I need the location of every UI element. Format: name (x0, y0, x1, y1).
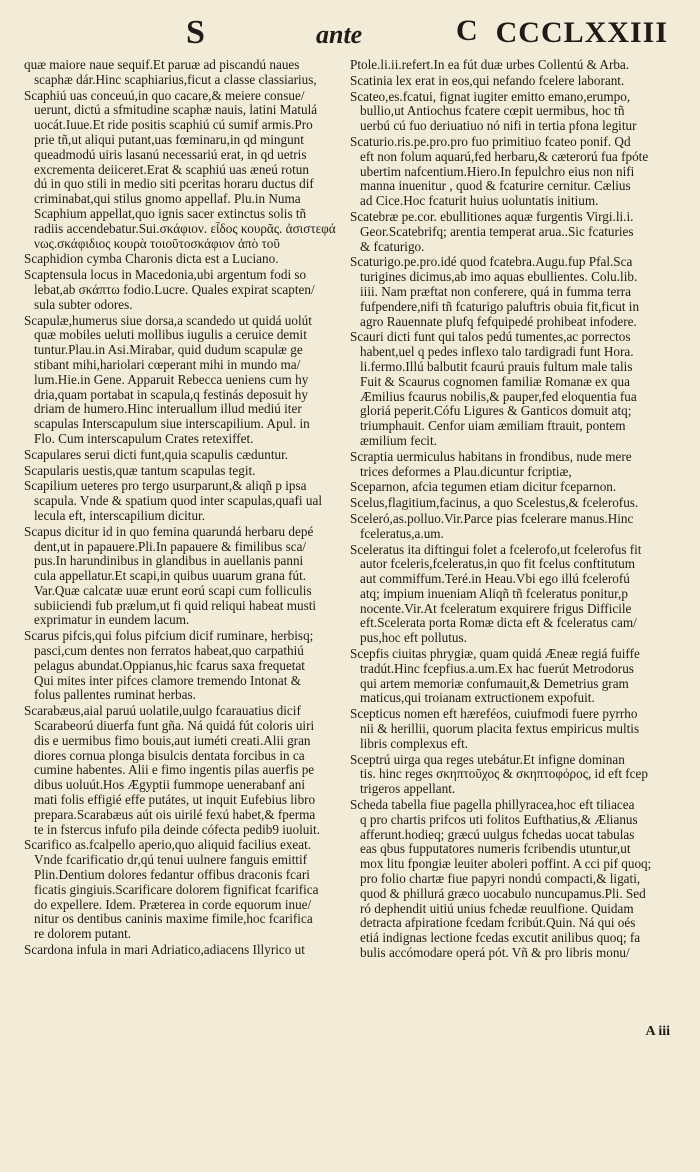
entry-line: pro folio chartæ fiue papyri nondú compacti,& ligati, (360, 872, 641, 887)
entry-line: Scraptia uermiculus habitans in frondibus, nude mere (350, 449, 632, 464)
entry-line: trices deformes a Plau.dicuntur fcriptiæ, (360, 464, 572, 479)
entry-line: Scepfis ciuitas phrygiæ, quam quidá Æneæ regiá fuiffe (350, 647, 640, 662)
entry-line: trigeros appellant. (360, 782, 456, 797)
entry-line: queadmodú uiris lasanú necessariú erat, in qd uetris (34, 147, 307, 162)
entry-line: ficatis gingiuis.Scarificare dolorem fignificat fcarifica (34, 882, 319, 897)
entry-line: afferunt.hodieq; græcú uulgus fchedas uocat tabulas (360, 827, 635, 842)
entry-line: diores cornua plonga bisulcis dentata forcibus in ca (34, 748, 305, 763)
header-word: ante (316, 20, 363, 49)
entry-line: driam de humero.Hinc interuallum illud mediú iter (34, 402, 302, 417)
entry-line: Sceparnon, afcia tegumen etiam dicitur fceparnon. (350, 480, 617, 495)
entry-line: quæ maiore naue sequif.Et paruæ ad piscandú naues (24, 58, 300, 72)
entry-line: pasci,cum dentes non ferratos habeat,quo carpathiú (34, 644, 304, 659)
entry-line: Scarifico as.fcalpello aperio,quo aliquid facilius exeat. (24, 838, 312, 853)
entry-line: Sceptrú uirga qua reges utebátur.Et infigne dominan (350, 752, 625, 767)
entry-line: quæ mobiles ueluti mollibus iugulis a ceruice demit (34, 328, 307, 343)
signature-mark: A iii (645, 1024, 670, 1039)
entry-line: lebat,ab σκάπτω fodio.Lucre. Quales expirat scapten/ (34, 282, 315, 297)
entry-line: Scatebræ pe.cor. ebullitiones aquæ furgentis Virgi.li.i. (350, 209, 634, 224)
entry-line: dibus uoluút.Hos Ægyptii fummope uenerabanf ani (34, 778, 306, 793)
entry-line: detracta afpiratione fcedam fcribút.Quin. Ná qui oés (360, 916, 636, 931)
entry-line: autor fceleris,fceleratus,in quo fit fcelus conftitutum (360, 557, 636, 572)
header-letter-left: S (186, 14, 205, 51)
dictionary-entry (24, 525, 342, 629)
running-header (36, 14, 668, 56)
entry-line: bulis accómodare operá pót. Vñ & pro libris monu/ (360, 946, 630, 961)
entry-line: Fuit & Scaurus cognomen familiæ Romanæ ex qua (360, 374, 630, 389)
entry-line: tuntur.Plau.in Asi.Mirabar, quid dudum scapulæ ge (34, 343, 303, 358)
entry-line: nii & herillii, quorum placita fextus empiricus multis (360, 722, 640, 737)
entry-line: scapulas Interscapulum siue interscapilium. Apul. in (34, 417, 310, 432)
dictionary-entry (350, 647, 675, 706)
entry-line: cumine habentes. Alii e fimo ingentis pilas auerfis pe (34, 763, 315, 778)
entry-line: uocát.Iuue.Et ride positis scaphiú cú sumif armis.Pro (34, 118, 313, 133)
dictionary-entry (24, 704, 342, 837)
dictionary-entry (350, 480, 675, 495)
dictionary-entry (24, 629, 342, 703)
dictionary-entry (24, 58, 342, 88)
entry-line: æmilium fecit. (360, 433, 437, 448)
entry-line: habent,uel q pedes inflexo talo tardigradi funt Hora. (360, 345, 634, 360)
entry-line: Scepticus nomen eft hæreféos, cuiufmodi fuere pyrrho (350, 707, 638, 722)
entry-line: radiis accendebatur.Sui.σκάφιον. εἶδος κουρᾶς. ἀσιστεφά (34, 221, 336, 236)
entry-line: etiá indignas lectione fcedas excutit anilibus quoq; fa (360, 931, 641, 946)
entry-line: Sceleró,as.polluo.Vir.Parce pias fcelerare manus.Hinc (350, 511, 634, 526)
dictionary-entry (350, 512, 675, 542)
entry-line: exprimatur in eundem lacum. (34, 613, 190, 628)
entry-line: ad Cice.Hoc fcaturit huius uoluntatis initium. (360, 194, 599, 209)
dictionary-entry (350, 798, 675, 961)
entry-line: scapula. Vnde & spatium quod inter scapulas,quafi ual (34, 494, 322, 509)
entry-line: quod & phillurá græco uocabulo nuncupamus.Pli. Sed (360, 886, 646, 901)
dictionary-entry (24, 252, 342, 267)
entry-line: Ptole.li.ii.refert.In ea fút duæ urbes Collentú & Arba. (350, 58, 630, 72)
entry-line: Vnde fcarificatio dr,qú tenui uulnere fanguis emittif (34, 853, 308, 868)
entry-line: uerunt, dictú a sfmitudine scaphæ nauis, latini Matulá (34, 103, 318, 118)
entry-line: nocente.Vir.At fceleratum exquirere frigus Difficile (360, 601, 632, 616)
dictionary-entry (24, 314, 342, 447)
entry-line: Scauri dicti funt qui talos pedú tumentes,ac porrectos (350, 330, 631, 345)
dictionary-entry (350, 255, 675, 329)
entry-line: eft non folum aquarú,fed herbaru,& cæterorú fua fpóte (360, 149, 649, 164)
entry-line: iiii. Nam præftat non conferere, quá in fumma terra (360, 284, 631, 299)
entry-line: scaphæ dár.Hinc scaphiarius,ficut a classe classiarius, (34, 72, 317, 87)
entry-line: pus.In harundinibus in glandibus in auellanis panni (34, 554, 304, 569)
entry-line: qui artem memoriæ confumauit,& Demetrius gram (360, 676, 629, 691)
dictionary-entry (24, 838, 342, 942)
entry-line: Scatinia lex erat in eos,qui nefando fcelere laborant. (350, 73, 625, 88)
entry-line: Scaphidion cymba Charonis dicta est a Luciano. (24, 252, 279, 267)
entry-line: Scaturio.ris.pe.pro.pro fuo primitiuo fcateo ponif. Qd (350, 134, 631, 149)
entry-line: turigines dicimus,ab imo aquas ebullientes. Colu.lib. (360, 270, 638, 285)
dictionary-entry (24, 89, 342, 252)
entry-line: subiiciendi fub prælum,ut fi quid reliqui habeat musti (34, 598, 317, 613)
entry-line: dis e uermibus fimo bouis,aut iuméti creati.Alii gran (34, 733, 311, 748)
right-column (350, 58, 675, 962)
entry-line: eas qbus fupputatores numeris fcribendis utuntur,ut (360, 842, 631, 857)
entry-line: prie tñ,ut aliqui putant,uas fœminaru,in qd mingunt (34, 132, 304, 147)
entry-line: te in fstercus infufo pila deinde cófecta pedib9 iuoluit. (34, 822, 321, 837)
entry-line: Scateo,es.fcatui, fignat iugiter emitto emano,erumpo, (350, 89, 631, 104)
entry-line: q pro chartis prifcos uti folitos Eufthatius,& Ælianus (360, 812, 638, 827)
entry-line: mox litu fpongiæ leuiter aboleri poffint. A cci pif quoq; (360, 857, 652, 872)
entry-line: Scarus pifcis,qui folus pifcium dicif ruminare, herbisq; (24, 629, 314, 644)
entry-line: Æmilius fcaurus nobilis,& pauper,fed eloquentia fua (360, 389, 637, 404)
entry-line: Scarabeorú diuerfa funt gña. Ná quidá fút coloris uiri (34, 719, 315, 734)
entry-line: & fcaturigo. (360, 239, 425, 254)
entry-line: Scelus,flagitium,facinus, a quo Scelestus,& fcelerofus. (350, 496, 639, 511)
entry-line: do expellere. Idem. Præterea in corde equorum inue/ (34, 897, 312, 912)
entry-line: maticus,qui troianam extructionem expofuit. (360, 691, 595, 706)
entry-line: dria,quam portabat in scapula,q festinás deposuit hy (34, 387, 308, 402)
entry-line: tis. hinc reges σκηπτοῦχος & σκηπτοφόρος, id eft fcep (360, 767, 648, 782)
folio-number: CCCLXXIII (495, 16, 668, 49)
entry-line: tradút.Hinc fcepfius.a.um.Ex hac fuerút Metrodorus (360, 661, 634, 676)
entry-line: criminabat,qui stilus gnomo appellaf. Plu.in Numa (34, 192, 301, 207)
header-letter-right: C (456, 14, 478, 47)
entry-line: uerbú cú fuo deriuatiuo nó nifi in tertia pfona legitur (360, 119, 637, 134)
entry-line: Var.Quæ calcatæ uuæ erunt eorú scapi cum folliculis (34, 583, 312, 598)
entry-line: re dolorem putant. (34, 927, 132, 942)
entry-line: Scapilium ueteres pro tergo usurparunt,& aliqñ p ipsa (24, 479, 307, 494)
dictionary-entry (350, 543, 675, 647)
entry-line: νως.σκάφιδιος κουρὰ τοιοῦτοσκάφιον ἀπὸ τοῦ (34, 236, 280, 251)
entry-line: stibant mihi,hariolari cœperant mihi in mundo ma/ (34, 357, 301, 372)
dictionary-entry (350, 135, 675, 209)
entry-line: aut commiffum.Teré.in Heau.Vbi ego illú fcelerofú (360, 572, 630, 587)
entry-line: manna inuenitur , quod & fcaturire cernitur. Cælius (360, 179, 631, 194)
entry-line: Scapus dicitur id in quo femina quarundá herbaru depé (24, 524, 314, 539)
entry-line: dú in quo stili in medio siti pceritas horaru ductus dif (34, 177, 314, 192)
entry-line: agro Rauennate plufq fefquipedé prohibeat infodere. (360, 314, 637, 329)
entry-line: Scaturigo.pe.pro.idé quod fcatebra.Augu.fup Pfal.Sca (350, 255, 633, 270)
entry-line: Scaphiú uas conceuú,in quo cacare,& meiere consue/ (24, 88, 305, 103)
entry-line: pelagus abundat.Oppianus,hic fcarus saxa frequetat (34, 658, 305, 673)
dictionary-entry (350, 753, 675, 797)
dictionary-entry (24, 268, 342, 312)
entry-line: prepara.Scarabæus aút ois uirilé fexú habet,& fperma (34, 807, 316, 822)
entry-line: eft.Scelerata porta Romæ dicta eft & fceleratus cam/ (360, 616, 637, 631)
left-column (24, 58, 342, 959)
entry-line: Scaphium appellat,quo ignis sacer extinctus solis tñ (34, 206, 307, 221)
entry-line: li.fermo.Illú balbutit fcaurú prauis fultum male talis (360, 359, 633, 374)
entry-line: Qui mites inter pifces clamore tremendo Intonat & (34, 673, 301, 688)
entry-line: pus,hoc eft pollutus. (360, 631, 467, 646)
entry-line: nitur os dentibus caninis maxime fimile,hoc fcarifica (34, 912, 313, 927)
entry-line: ró dephendit uitiú unius fchedæ reuulfione. Quidam (360, 901, 634, 916)
entry-line: fufpendere,nifi tñ fcaturigo paluftris obuia fit,ficut in (360, 299, 640, 314)
entry-line: Scheda tabella fiue pagella phillyracea,hoc eft tiliacea (350, 798, 635, 813)
entry-line: Scaptensula locus in Macedonia,ubi argentum fodi so (24, 268, 307, 283)
entry-line: Sceleratus ita diftingui folet a fcelerofo,ut fcelerofus fit (350, 542, 642, 557)
entry-line: sula subter odores. (34, 297, 133, 312)
entry-line: excrementa deiiceret.Erat & scaphiú uas æneú rotun (34, 162, 309, 177)
entry-line: Scarabæus,aial paruú uolatile,uulgo fcarauatius dicif (24, 704, 301, 719)
entry-line: Scapulæ,humerus siue dorsa,a scandedo ut quidá uolút (24, 313, 312, 328)
entry-line: Geor.Scatebrifq; arentia temperat arua..Sic fcaturies (360, 224, 634, 239)
entry-line: fceleratus,a.um. (360, 526, 444, 541)
dictionary-entry (350, 210, 675, 254)
entry-line: bullio,ut Antiochus fcatere cœpit uermibus, hoc tñ (360, 104, 625, 119)
dictionary-entry (24, 464, 342, 479)
entry-line: mati folis effigié effe putátes, ut inquit Eufebius libro (34, 793, 316, 808)
dictionary-entry (350, 707, 675, 751)
entry-line: lecula eft, interscapilium dicitur. (34, 508, 206, 523)
dictionary-entry (350, 330, 675, 448)
entry-line: lum.Hie.in Gene. Apparuit Rebecca ueniens cum hy (34, 372, 309, 387)
dictionary-entry (350, 496, 675, 511)
dictionary-entry (350, 74, 675, 89)
dictionary-entry (350, 90, 675, 134)
entry-line: ubertim nafcentium.Hiero.In fepulchro eius non nifi (360, 164, 635, 179)
entry-line: cula appellatur.Et scapi,in quibus uuarum grana fút. (34, 569, 307, 584)
entry-line: triumphauit. Cenfor uiam æmiliam ftrauit, pontem (360, 419, 626, 434)
entry-line: atq; impium inueniam Aliqñ tñ fceleratus ponitur,p (360, 586, 628, 601)
dictionary-entry (24, 479, 342, 523)
entry-line: Scapulares serui dicti funt,quia scapulis cæduntur. (24, 447, 289, 462)
dictionary-entry (24, 943, 342, 958)
entry-line: gloriá peperit.Cófu Ligures & Ganticos domuit atq; (360, 404, 632, 419)
entry-line: Flo. Cum interscapulum Crates retexiffet. (34, 431, 254, 446)
entry-line: Scapularis uestis,quæ tantum scapulas tegit. (24, 463, 256, 478)
entry-line: Plin.Dentium dolores fedantur offibus draconis fcari (34, 868, 310, 883)
entry-line: dent,ut in papauere.Pli.In papauere & fimilibus sca/ (34, 539, 307, 554)
entry-line: folus pallentes ruminat herbas. (34, 688, 196, 703)
dictionary-entry (350, 58, 675, 73)
entry-line: Scardona infula in mari Adriatico,adiacens Illyrico ut (24, 943, 305, 958)
dictionary-entry (24, 448, 342, 463)
entry-line: libris complexus eft. (360, 736, 469, 751)
dictionary-entry (350, 450, 675, 480)
